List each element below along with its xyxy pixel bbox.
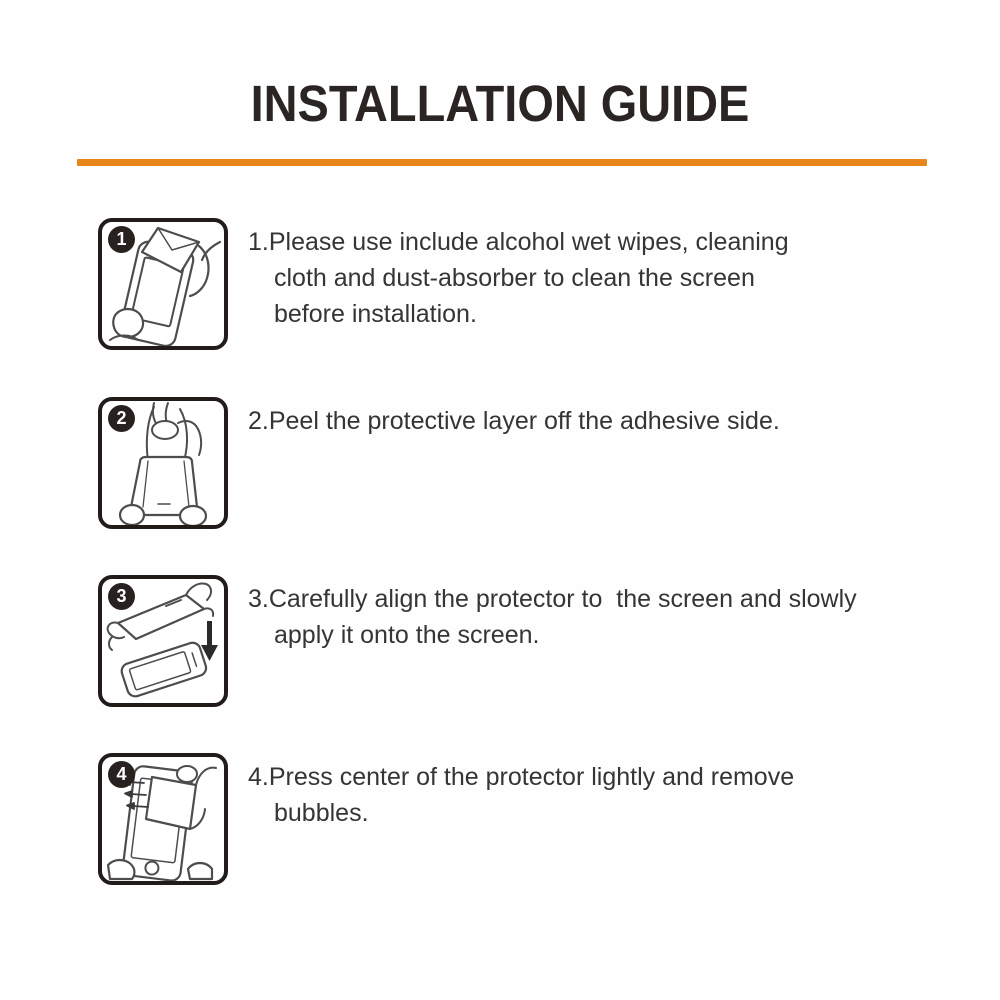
step-4-text — [248, 753, 794, 831]
step-line: bubbles. — [274, 799, 369, 827]
step-line: before installation. — [274, 300, 477, 328]
step-1-text — [248, 218, 789, 332]
step-2-number-badge: 2 — [108, 405, 135, 432]
step-line: 2.Peel the protective layer off the adhesive side. — [248, 407, 780, 435]
step-2-text — [248, 397, 780, 439]
step-1-figure — [98, 218, 228, 350]
step-3-figure — [98, 575, 228, 707]
step-line: cloth and dust-absorber to clean the screen — [274, 264, 755, 292]
step-2-row — [98, 397, 780, 529]
title-divider — [77, 159, 927, 166]
step-line: 4.Press center of the protector lightly and remove — [248, 763, 795, 791]
step-1-row — [98, 218, 789, 350]
step-3-text — [248, 575, 857, 653]
step-2-figure — [98, 397, 228, 529]
page-title: INSTALLATION GUIDE — [250, 75, 750, 132]
step-3-number-badge: 3 — [108, 583, 135, 610]
step-4-number-badge: 4 — [108, 761, 135, 788]
step-line: 1.Please use include alcohol wet wipes, cleaning — [248, 228, 789, 256]
step-1-number-badge: 1 — [108, 226, 135, 253]
step-4-figure — [98, 753, 228, 885]
step-line: apply it onto the screen. — [274, 621, 540, 649]
step-line: 3.Carefully align the protector to the screen and slowly — [248, 585, 857, 613]
step-3-row — [98, 575, 857, 707]
step-4-row — [98, 753, 794, 885]
